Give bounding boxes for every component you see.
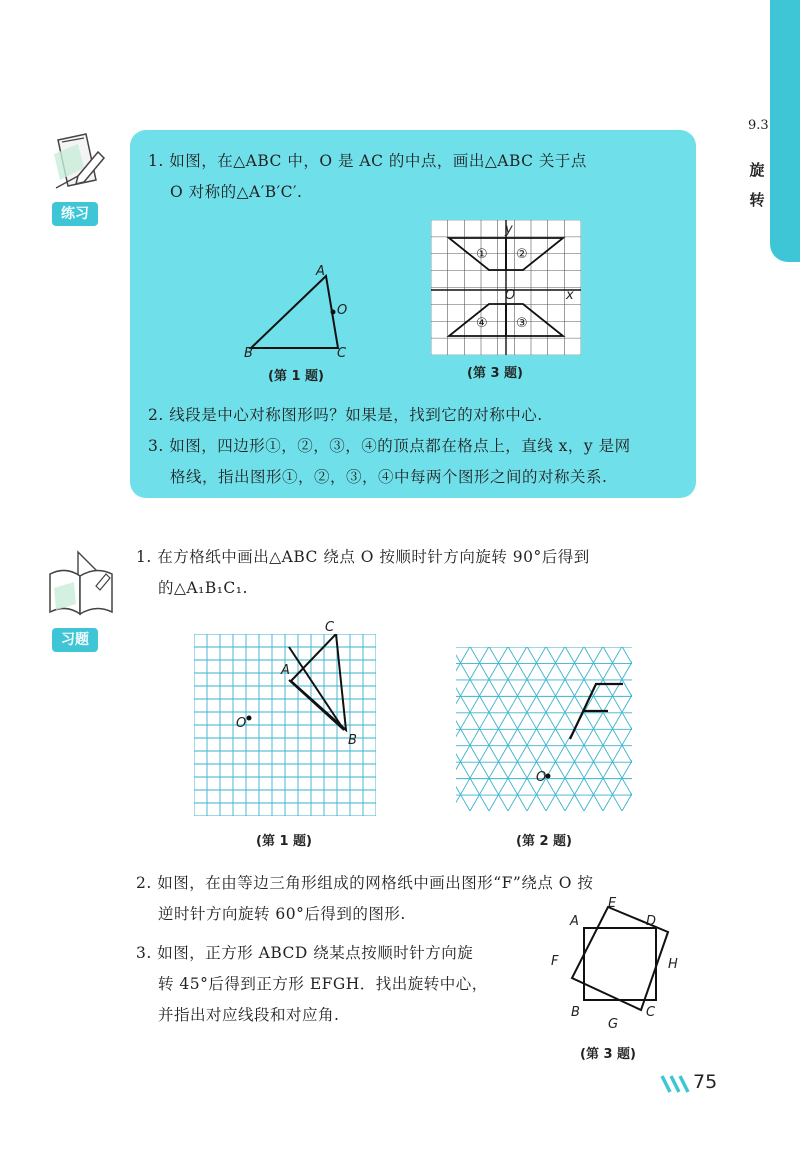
practice-question-2 xyxy=(148,400,688,431)
label-o: O xyxy=(236,716,247,731)
label-b: B xyxy=(571,1005,580,1020)
shape-1-label: ① xyxy=(476,247,488,262)
q-text: 如图，在△ABC 中，O 是 AC 的中点，画出△ABC 关于点 xyxy=(169,152,587,170)
q-number: 3. xyxy=(148,437,164,455)
practice-fig3-caption: (第 3 题) xyxy=(467,366,523,381)
label-g: G xyxy=(608,1017,619,1032)
label-f: F xyxy=(551,954,559,969)
label-e: E xyxy=(608,896,617,911)
q-text: 如图，正方形 ABCD 绕某点按顺时针方向旋 xyxy=(157,944,474,962)
open-book-icon xyxy=(44,548,118,622)
label-c: C xyxy=(325,620,335,635)
exercise-fig1-caption: (第 1 题) xyxy=(256,834,312,849)
q-number: 3. xyxy=(136,944,152,962)
q-number: 2. xyxy=(148,406,164,424)
q-text: 转 45°后得到正方形 EFGH．找出旋转中心， xyxy=(158,975,488,993)
practice-fig1-caption: (第 1 题) xyxy=(268,369,324,384)
exercise-question-1 xyxy=(136,542,716,604)
practice-question-1 xyxy=(148,146,688,208)
practice-badge: 练习 xyxy=(52,202,98,226)
shape-4-label: ④ xyxy=(476,316,488,331)
exercise-question-3 xyxy=(136,938,559,1031)
label-h: H xyxy=(668,957,678,972)
label-c: C xyxy=(646,1005,656,1020)
q-text: 逆时针方向旋转 60°后得到的图形. xyxy=(158,905,406,923)
q-text: 并指出对应线段和对应角. xyxy=(158,1006,340,1024)
shape-2-label: ② xyxy=(516,247,528,262)
label-d: D xyxy=(646,914,657,929)
q-text: 线段是中心对称图形吗？如果是，找到它的对称中心. xyxy=(169,406,543,424)
origin-label: O xyxy=(505,288,516,303)
exercise-fig3-caption: (第 3 题) xyxy=(580,1047,636,1062)
q-text: 如图，在由等边三角形组成的网格纸中画出图形“F”绕点 O 按 xyxy=(157,874,594,892)
label-o: O xyxy=(337,303,348,318)
label-a: A xyxy=(281,663,290,678)
exercise-fig2-caption: (第 2 题) xyxy=(516,834,572,849)
q-number: 1. xyxy=(148,152,164,170)
q-text: 如图，四边形①，②，③，④的顶点都在格点上，直线 x，y 是网 xyxy=(169,437,631,455)
label-b: B xyxy=(244,346,253,361)
page-number: 75 xyxy=(693,1071,718,1093)
practice-question-3 xyxy=(148,431,688,493)
shape-3-label: ③ xyxy=(516,316,528,331)
page-number-stripes-icon xyxy=(660,1074,692,1094)
q-text: 格线，指出图形①，②，③，④中每两个图形之间的对称关系. xyxy=(170,468,608,486)
exercises-badge: 习题 xyxy=(52,628,98,652)
label-c: C xyxy=(337,346,347,361)
q-text: 在方格纸中画出△ABC 绕点 O 按顺时针方向旋转 90°后得到 xyxy=(157,548,590,566)
chapter-side-tab xyxy=(770,0,800,262)
q-number: 2. xyxy=(136,874,152,892)
label-a: A xyxy=(316,264,325,279)
q-number: 1. xyxy=(136,548,152,566)
pencil-notebook-icon xyxy=(48,128,108,198)
triangular-grid-figure xyxy=(456,647,632,811)
square-grid-figure xyxy=(194,634,376,816)
section-number: 9.3 xyxy=(748,118,769,133)
axis-x-label: x xyxy=(566,288,574,303)
q-text: 的△A₁B₁C₁. xyxy=(158,579,248,597)
label-o: O xyxy=(536,770,547,785)
q-text: O 对称的△A′B′C′. xyxy=(170,183,303,201)
section-title: 旋转 xyxy=(749,161,765,209)
label-b: B xyxy=(348,733,357,748)
label-a: A xyxy=(570,914,579,929)
axis-y-label: y xyxy=(505,222,513,237)
